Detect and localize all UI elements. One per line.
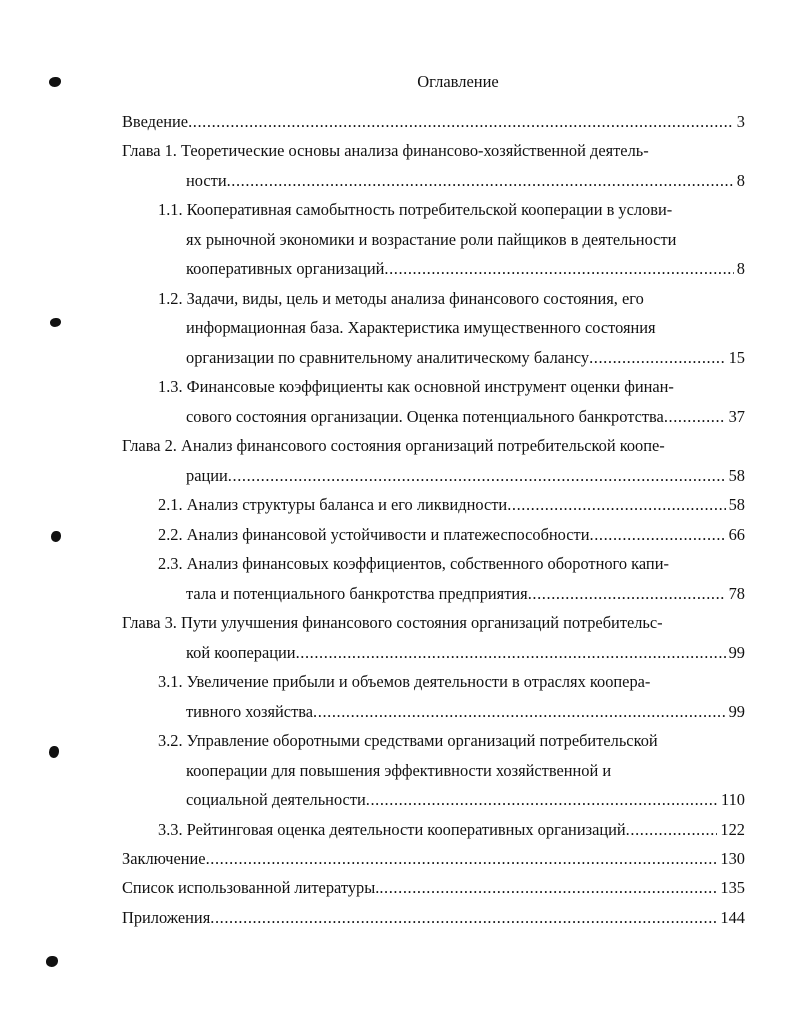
toc-entry-text: 1.1. Кооперативная самобытность потребительской кооперации в услови- (158, 200, 673, 220)
dot-leader (507, 490, 725, 520)
toc-page-number: 15 (728, 347, 745, 367)
toc-page-number: 58 (728, 495, 745, 515)
toc-entry-line (186, 254, 745, 284)
toc-entry-line (158, 490, 745, 520)
dot-leader (188, 107, 734, 137)
dot-leader (626, 815, 718, 845)
toc-page-number: 58 (728, 465, 745, 485)
toc-entry-text: Глава 3. Пути улучшения финансового состояния организаций потребительс- (122, 613, 663, 633)
dot-leader (296, 638, 726, 668)
scan-mark (49, 746, 59, 758)
toc-page-number: 8 (736, 259, 745, 279)
dot-leader (228, 461, 726, 491)
toc-entry-line (122, 873, 745, 903)
toc-entry-text: 1.3. Финансовые коэффициенты как основной инструмент оценки финан- (158, 377, 674, 397)
toc-entry-text: сового состояния организации. Оценка потенциального банкротства (186, 406, 664, 426)
toc-entry-line-wrapped (122, 608, 663, 638)
toc-entry-line-wrapped (158, 195, 672, 225)
toc-entry-text: Введение (122, 112, 189, 131)
toc-page-number: 8 (736, 170, 745, 190)
toc-entry-line (122, 844, 745, 874)
toc-entry-text: Список использованной литературы. (122, 878, 380, 898)
toc-entry-line-wrapped (122, 136, 649, 166)
toc-entry-text: кооперативных организаций (186, 259, 385, 279)
toc-page-number: 99 (728, 701, 745, 721)
toc-entry-text: 1.2. Задачи, виды, цель и методы анализа финансового состояния, его (158, 288, 644, 308)
toc-entry-line-wrapped (122, 431, 665, 461)
toc-entry-text: 3.1. Увеличение прибыли и объемов деятельности в отраслях коопера- (158, 672, 651, 692)
toc-entry-text: кой кооперации (186, 642, 296, 662)
toc-page-number: 135 (720, 878, 745, 898)
toc-page-number: 110 (721, 790, 745, 810)
toc-entry-text: социальной деятельности (186, 790, 366, 810)
toc-entry-text: ях рыночной экономики и возрастание роли пайщиков в деятельности (186, 229, 677, 249)
dot-leader (206, 844, 718, 874)
dot-leader (379, 873, 717, 903)
toc-page-number: 78 (728, 583, 745, 603)
toc-page-number: 99 (728, 642, 745, 662)
toc-entry-text: 2.1. Анализ структуры баланса и его ликвидности (158, 495, 508, 515)
toc-entry-text: Глава 2. Анализ финансового состояния организаций потребительской коопе- (122, 436, 665, 456)
dot-leader (528, 579, 726, 609)
toc-entry-line (186, 579, 745, 609)
toc-page-number: 144 (720, 907, 745, 927)
toc-entry-line-wrapped (158, 372, 674, 402)
toc-entry-line (122, 107, 745, 137)
toc-entry-text: 2.2. Анализ финансовой устойчивости и платежеспособности (158, 524, 590, 544)
dot-leader (384, 254, 733, 284)
scan-mark (50, 318, 61, 327)
toc-entry-line-wrapped (158, 667, 650, 697)
dot-leader (664, 402, 726, 432)
toc-entry-line (186, 343, 745, 373)
toc-entry-text: ности (186, 170, 227, 190)
toc-entry-line (186, 638, 745, 668)
toc-page-number: 130 (720, 849, 745, 868)
toc-entry-text: организации по сравнительному аналитическому балансу (186, 347, 590, 367)
dot-leader (210, 903, 717, 933)
toc-entry-text: кооперации для повышения эффективности хозяйственной и (186, 760, 612, 780)
toc-entry-line-wrapped (158, 284, 644, 314)
scan-mark (51, 531, 61, 542)
toc-entry-line-wrapped (186, 313, 656, 343)
toc-entry-text: тала и потенциального банкротства предприятия (186, 583, 528, 603)
dot-leader (227, 166, 734, 196)
dot-leader (589, 343, 726, 373)
toc-entry-text: 2.3. Анализ финансовых коэффициентов, собственного оборотного капи- (158, 554, 669, 574)
toc-entry-line (158, 815, 745, 845)
toc-entry-text: тивного хозяйства (186, 701, 314, 721)
toc-entry-line (186, 166, 745, 196)
toc-page-number: 37 (728, 406, 745, 426)
dot-leader (366, 785, 718, 815)
dot-leader (313, 697, 726, 727)
toc-entry-text: 3.3. Рейтинговая оценка деятельности кооперативных организаций (158, 819, 626, 839)
toc-entry-line (158, 520, 745, 550)
toc-entry-text: информационная база. Характеристика имущественного состояния (186, 318, 656, 338)
toc-entry-line (186, 785, 745, 815)
toc-page-number: 66 (728, 524, 745, 544)
toc-entry-line (186, 402, 745, 432)
toc-entry-text: Глава 1. Теоретические основы анализа финансово-хозяйственной деятель- (122, 141, 649, 161)
toc-entry-line-wrapped (158, 549, 669, 579)
toc-entry-line-wrapped (186, 225, 676, 255)
toc-entry-line (186, 697, 745, 727)
toc-entry-text: рации (186, 465, 228, 485)
toc-entry-text: 3.2. Управление оборотными средствами организаций потребительской (158, 731, 658, 751)
toc-page-number: 122 (720, 819, 745, 839)
toc-entry-text: Приложения (122, 907, 211, 927)
toc-entry-line (186, 461, 745, 491)
toc-entry-line-wrapped (158, 726, 658, 756)
toc-entry-line-wrapped (186, 756, 611, 786)
page-title: Оглавление (417, 72, 499, 91)
toc-entry-line (122, 903, 745, 933)
toc-page-number: 3 (736, 112, 745, 131)
toc-entry-text: Заключение (122, 849, 206, 868)
scan-mark (46, 956, 58, 967)
dot-leader (590, 520, 726, 550)
